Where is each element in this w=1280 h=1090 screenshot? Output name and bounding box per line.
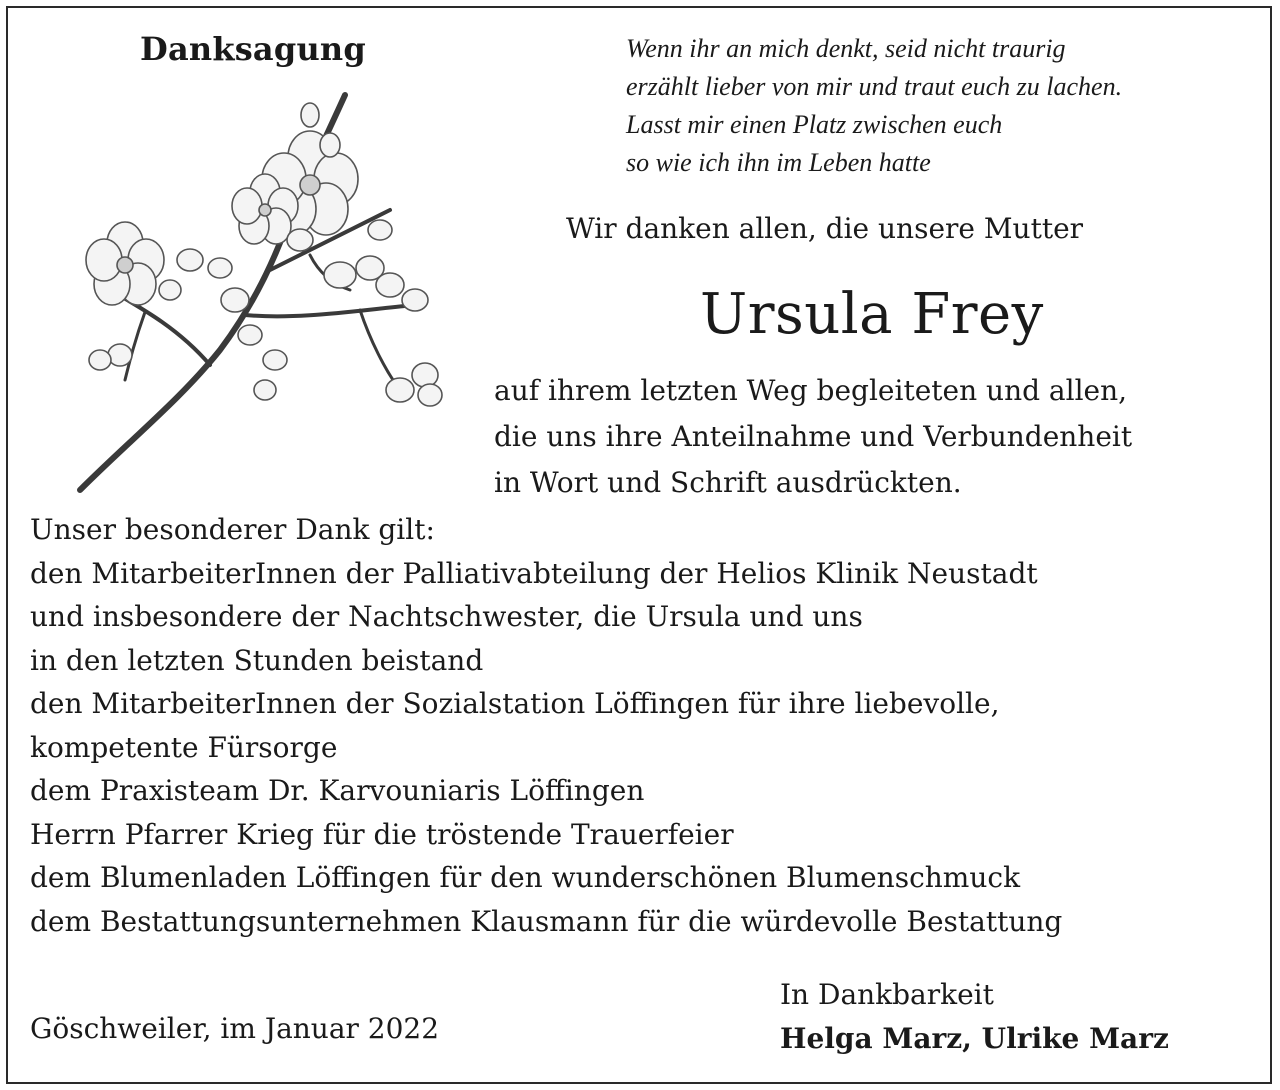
- signers: Helga Marz, Ulrike Marz: [780, 1022, 1169, 1055]
- list-item: Herrn Pfarrer Krieg für die tröstende Trauerfeier: [30, 817, 734, 851]
- notice-heading: Danksagung: [140, 30, 366, 68]
- blossom-branch-icon: [70, 90, 460, 500]
- thanks-continuation: [494, 368, 1132, 506]
- verse-line: Wenn ihr an mich denkt, seid nicht traurig: [626, 34, 1066, 63]
- list-item: den MitarbeiterInnen der Sozialstation Löffingen für ihre liebevolle,: [30, 687, 1000, 720]
- place-date: Göschweiler, im Januar 2022: [30, 1012, 440, 1045]
- list-item: in den letzten Stunden beistand: [30, 643, 484, 677]
- list-item: dem Bestattungsunternehmen Klausmann für die würdevolle Bestattung: [30, 904, 1063, 938]
- list-item: dem Blumenladen Löffingen für den wunderschönen Blumenschmuck: [30, 861, 1021, 894]
- verse-line: so wie ich ihn im Leben hatte: [626, 148, 931, 177]
- signature-intro: In Dankbarkeit: [780, 978, 994, 1011]
- text-line: die uns ihre Anteilnahme und Verbundenheit: [494, 420, 1133, 453]
- list-item: Unser besonderer Dank gilt:: [30, 513, 435, 546]
- list-item: den MitarbeiterInnen der Palliativabteilung der Helios Klinik Neustadt: [30, 556, 1038, 590]
- memorial-verse: [626, 30, 1122, 182]
- text-line: in Wort und Schrift ausdrückten.: [494, 466, 962, 499]
- list-item: und insbesondere der Nachtschwester, die Ursula und uns: [30, 600, 863, 633]
- deceased-name: Ursula Frey: [700, 282, 1044, 347]
- special-thanks-list: [30, 508, 1062, 943]
- verse-line: Lasst mir einen Platz zwischen euch: [626, 110, 1003, 139]
- list-item: kompetente Fürsorge: [30, 730, 338, 764]
- list-item: dem Praxisteam Dr. Karvouniaris Löffingen: [30, 774, 645, 807]
- thanks-intro: Wir danken allen, die unsere Mutter: [566, 212, 1084, 245]
- verse-line: erzählt lieber von mir und traut euch zu lachen.: [626, 72, 1123, 101]
- text-line: auf ihrem letzten Weg begleiteten und allen,: [494, 374, 1128, 407]
